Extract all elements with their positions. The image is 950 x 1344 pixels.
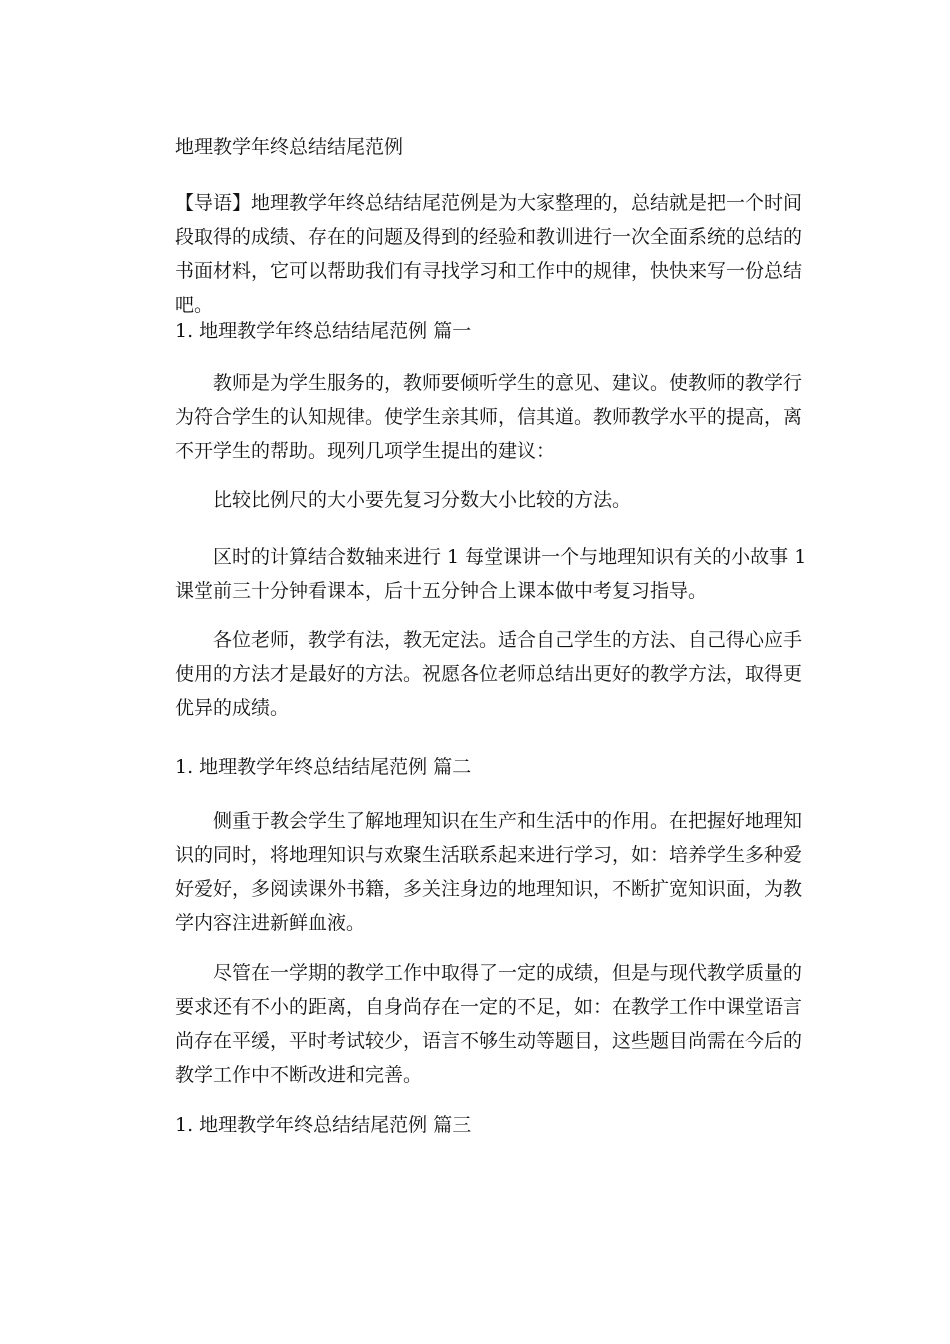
section-heading-1: 1. 地理教学年终总结结尾范例 篇一 (175, 320, 472, 342)
section1-paragraph-1: 教师是为学生服务的，教师要倾听学生的意见、建议。使教师的教学行为符合学生的认知规律。使学生亲其师，信其道。教师教学水平的提高，离不开学生的帮助。现列几项学生提出的建议： (175, 372, 803, 462)
section-heading-3: 1. 地理教学年终总结结尾范例 篇三 (175, 1114, 472, 1136)
section1-paragraph-3: 区时的计算结合数轴来进行 1 每堂课讲一个与地理知识有关的小故事 1 课堂前三十分钟看课本，后十五分钟合上课本做中考复习指导。 (175, 546, 807, 602)
section1-paragraph-2: 比较比例尺的大小要先复习分数大小比较的方法。 (213, 489, 632, 511)
intro-paragraph: 【导语】地理教学年终总结结尾范例是为大家整理的，总结就是把一个时间段取得的成绩、存在的问题及得到的经验和教训进行一次全面系统的总结的书面材料，它可以帮助我们有寻找学习和工作中的规律，快快来写一份总结吧。 (175, 192, 803, 316)
section-heading-2: 1. 地理教学年终总结结尾范例 篇二 (175, 756, 472, 778)
section2-paragraph-1: 侧重于教会学生了解地理知识在生产和生活中的作用。在把握好地理知识的同时，将地理知识与欢聚生活联系起来进行学习，如：培养学生多种爱好爱好，多阅读课外书籍，多关注身边的地理知识，不断扩宽知识面，为教学内容注进新鲜血液。 (175, 810, 803, 934)
section1-paragraph-4: 各位老师，教学有法，教无定法。适合自己学生的方法、自己得心应手使用的方法才是最好的方法。祝愿各位老师总结出更好的教学方法，取得更优异的成绩。 (175, 629, 803, 719)
section2-paragraph-2: 尽管在一学期的教学工作中取得了一定的成绩，但是与现代教学质量的要求还有不小的距离，自身尚存在一定的不足，如：在教学工作中课堂语言尚存在平缓，平时考试较少，语言不够生动等题目，这些题目尚需在今后的教学工作中不断改进和完善。 (175, 962, 803, 1086)
document-title: 地理教学年终总结结尾范例 (175, 136, 404, 158)
